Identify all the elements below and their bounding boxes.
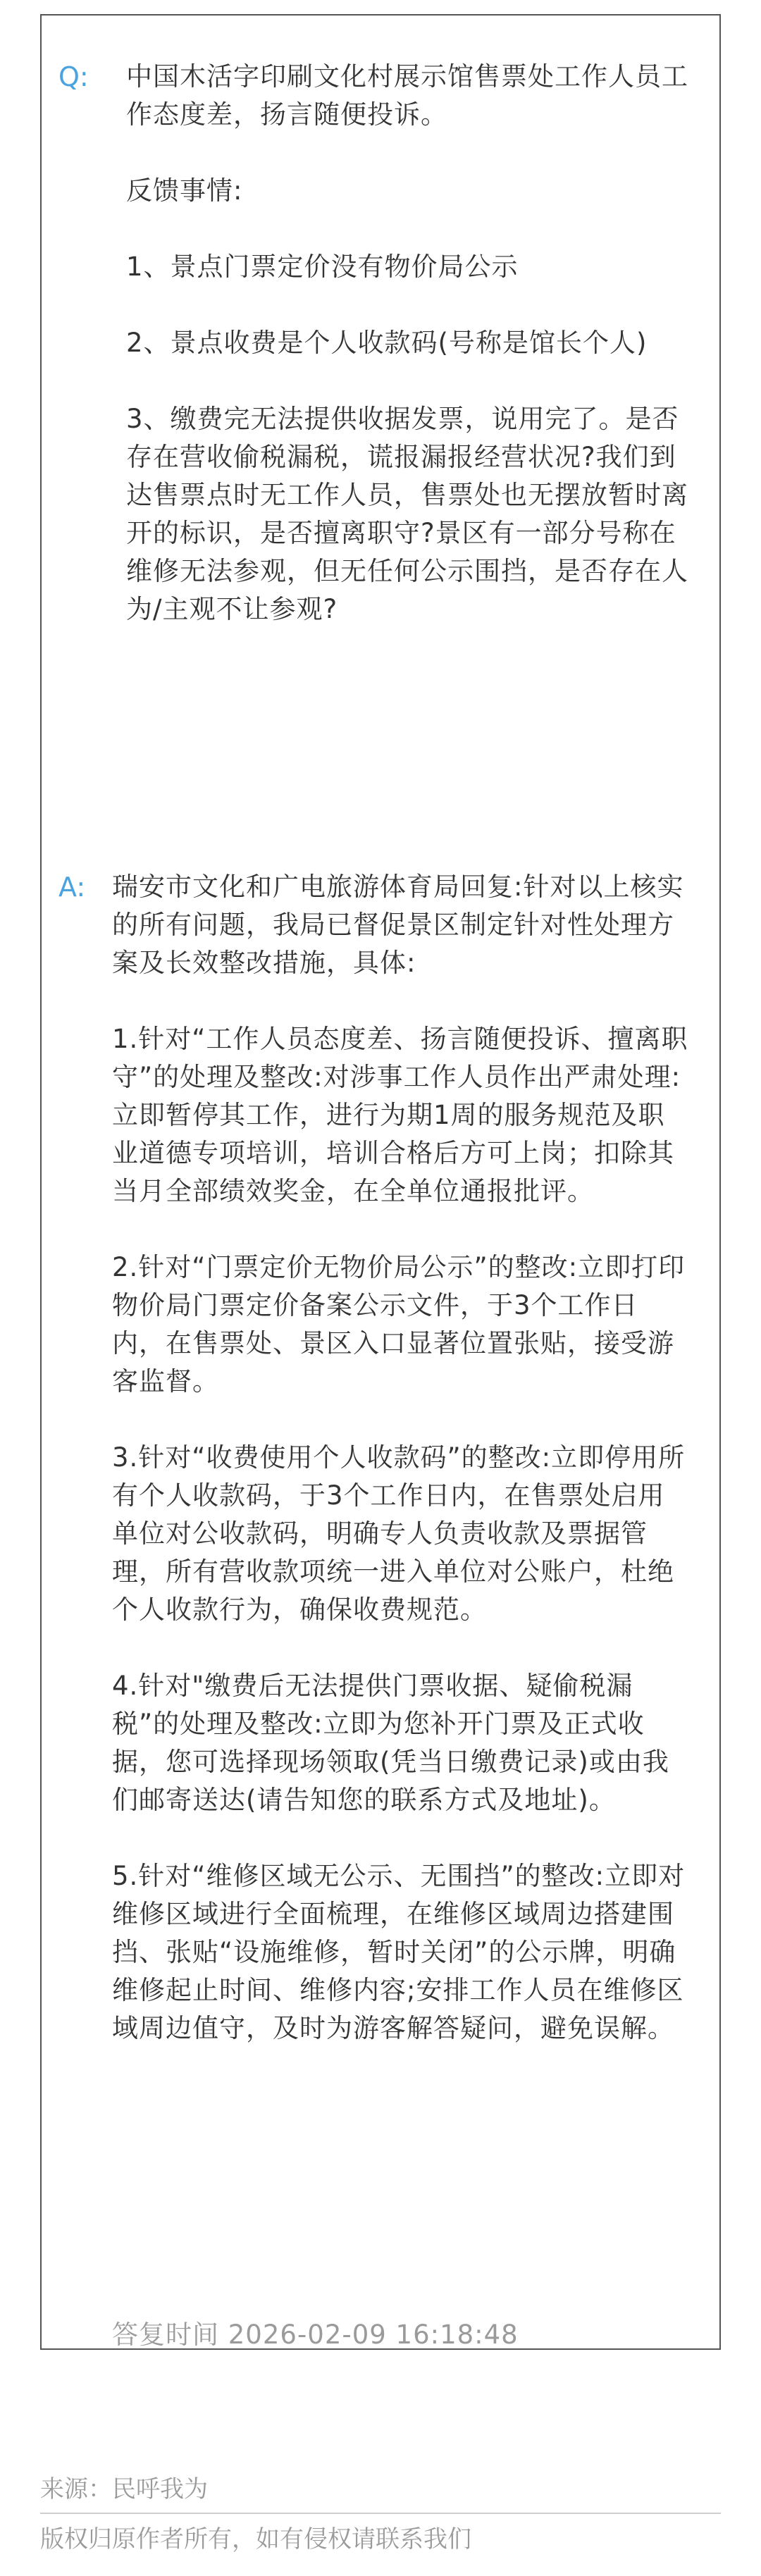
answer-marker: A:: [58, 872, 86, 903]
answer-paragraph: 2.针对“门票定价无物价局公示”的整改:立即打印物价局门票定价备案公示文件，于3个工作日内，在售票处、景区入口显著位置张贴，接受游客监督。: [112, 1252, 686, 1397]
copyright-notice: 版权归原作者所有，如有侵权请联系我们: [40, 2525, 471, 2553]
source-label: 来源：民呼我为: [40, 2475, 208, 2503]
question-marker: Q:: [58, 61, 89, 92]
answer-text: [112, 868, 690, 2048]
question-paragraph: 反馈事情:: [126, 175, 243, 206]
question-paragraph: 3、缴费完无法提供收据发票，说用完了。是否存在营收偷税漏税，谎报漏报经营状况?我们到达售票点时无工作人员，售票处也无摆放暂时离开的标识，是否擅离职守?景区有一部分号称在维修无法参观，但无任何公示围挡，是否存在人为/主观不让参观?: [126, 404, 688, 624]
question-paragraph: 2、景点收费是个人收款码(号称是馆长个人): [126, 328, 648, 358]
qa-card: [40, 14, 721, 2350]
reply-time: 答复时间 2026-02-09 16:18:48: [112, 2320, 519, 2350]
question-text: [126, 58, 690, 628]
answer-paragraph: 4.针对"缴费后无法提供门票收据、疑偷税漏税”的处理及整改:立即为您补开门票及正式收据，您可选择现场领取(凭当日缴费记录)或由我们邮寄送达(请告知您的联系方式及地址)。: [112, 1671, 669, 1815]
answer-paragraph: 1.针对“工作人员态度差、扬言随便投诉、擅离职守”的处理及整改:对涉事工作人员作出严肃处理:立即暂停其工作，进行为期1周的服务规范及职业道德专项培训，培训合格后方可上岗；扣除其当月全部绩效奖金，在全单位通报批评。: [112, 1024, 688, 1206]
footer-divider: [40, 2513, 721, 2514]
question-paragraph: 1、景点门票定价没有物价局公示: [126, 252, 519, 282]
answer-paragraph: 瑞安市文化和广电旅游体育局回复:针对以上核实的所有问题，我局已督促景区制定针对性处理方案及长效整改措施，具体:: [112, 872, 684, 978]
question-paragraph: 中国木活字印刷文化村展示馆售票处工作人员工作态度差，扬言随便投诉。: [126, 61, 688, 130]
answer-paragraph: 5.针对“维修区域无公示、无围挡”的整改:立即对维修区域进行全面梳理，在维修区域周边搭建围挡、张贴“设施维修，暂时关闭”的公示牌，明确维修起止时间、维修内容;安排工作人员在维修区域周边值守，及时为游客解答疑问，避免误解。: [112, 1861, 686, 2043]
answer-paragraph: 3.针对“收费使用个人收款码”的整改:立即停用所有个人收款码，于3个工作日内，在售票处启用单位对公收款码，明确专人负责收款及票据管理，所有营收款项统一进入单位对公账户，杜绝个人收款行为，确保收费规范。: [112, 1442, 686, 1625]
